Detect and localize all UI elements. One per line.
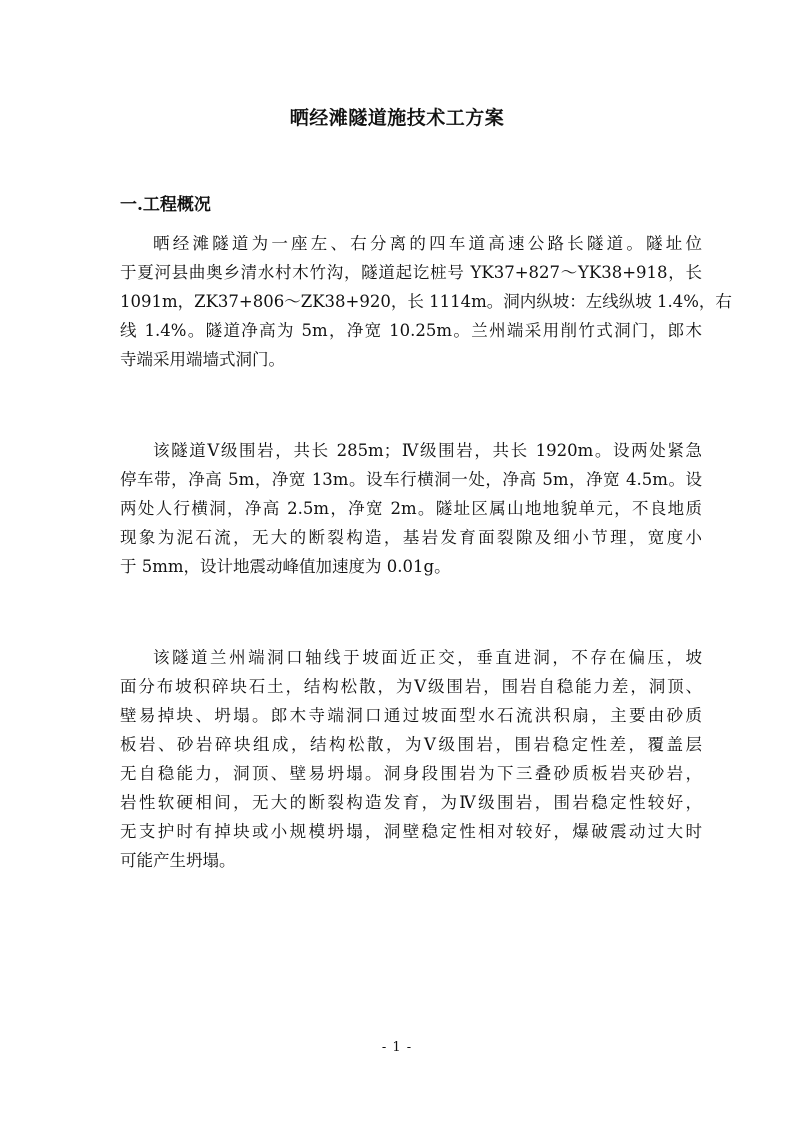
document-title: 晒经滩隧道施技术工方案 [289,107,505,129]
paragraph-line: 晒经滩隧道为一座左、右分离的四车道高速公路长隧道。隧址位 [153,234,702,253]
paragraph-line: 无自稳能力，洞顶、壁易坍塌。洞身段围岩为下三叠砂质板岩夹砂岩， [120,764,702,783]
paragraph-2 [120,436,702,581]
paragraph-line: 现象为泥石流，无大的断裂构造，基岩发育面裂隙及细小节理，宽度小 [120,528,702,547]
paragraph-line: 于 5mm，设计地震动峰值加速度为 0.01g。 [120,557,451,576]
paragraph-line: 线 1.4%。隧道净高为 5m，净宽 10.25m。兰州端采用削竹式洞门，郎木 [120,321,702,340]
paragraph-line: 面分布坡积碎块石土，结构松散，为Ⅴ级围岩，围岩自稳能力差，洞顶、 [120,677,702,696]
section-heading: 一.工程概况 [120,195,211,215]
paragraph-line: 停车带，净高 5m，净宽 13m。设车行横洞一处，净高 5m，净宽 4.5m。设 [120,470,702,489]
paragraph-line: 于夏河县曲奥乡清水村木竹沟，隧道起讫桩号 YK37+827～YK38+918，长 [120,263,702,282]
paragraph-line: 板岩、砂岩碎块组成，结构松散，为Ⅴ级围岩，围岩稳定性差，覆盖层 [120,735,702,754]
paragraph-1 [120,229,732,374]
paragraph-line: 壁易掉块、坍塌。郎木寺端洞口通过坡面型水石流洪积扇，主要由砂质 [120,706,702,725]
paragraph-line: 1091m，ZK37+806～ZK38+920，长 1114m。洞内纵坡：左线纵坡 1.4%，右 [120,292,732,311]
paragraph-line: 该隧道Ⅴ级围岩，共长 285m；Ⅳ级围岩，共长 1920m。设两处紧急 [153,441,702,460]
paragraph-line: 两处人行横洞，净高 2.5m，净宽 2m。隧址区属山地地貌单元，不良地质 [120,499,702,518]
paragraph-line: 该隧道兰州端洞口轴线于坡面近正交，垂直进洞，不存在偏压，坡 [153,648,702,667]
paragraph-line: 岩性软硬相间，无大的断裂构造发育，为Ⅳ级围岩，围岩稳定性较好， [120,793,702,812]
paragraph-line: 可能产生坍塌。 [120,851,236,870]
paragraph-line: 无支护时有掉块或小规模坍塌，洞壁稳定性相对较好，爆破震动过大时 [120,822,702,841]
paragraph-3 [120,643,702,875]
page-number: - 1 - [381,1040,413,1055]
paragraph-line: 寺端采用端墙式洞门。 [120,350,285,369]
